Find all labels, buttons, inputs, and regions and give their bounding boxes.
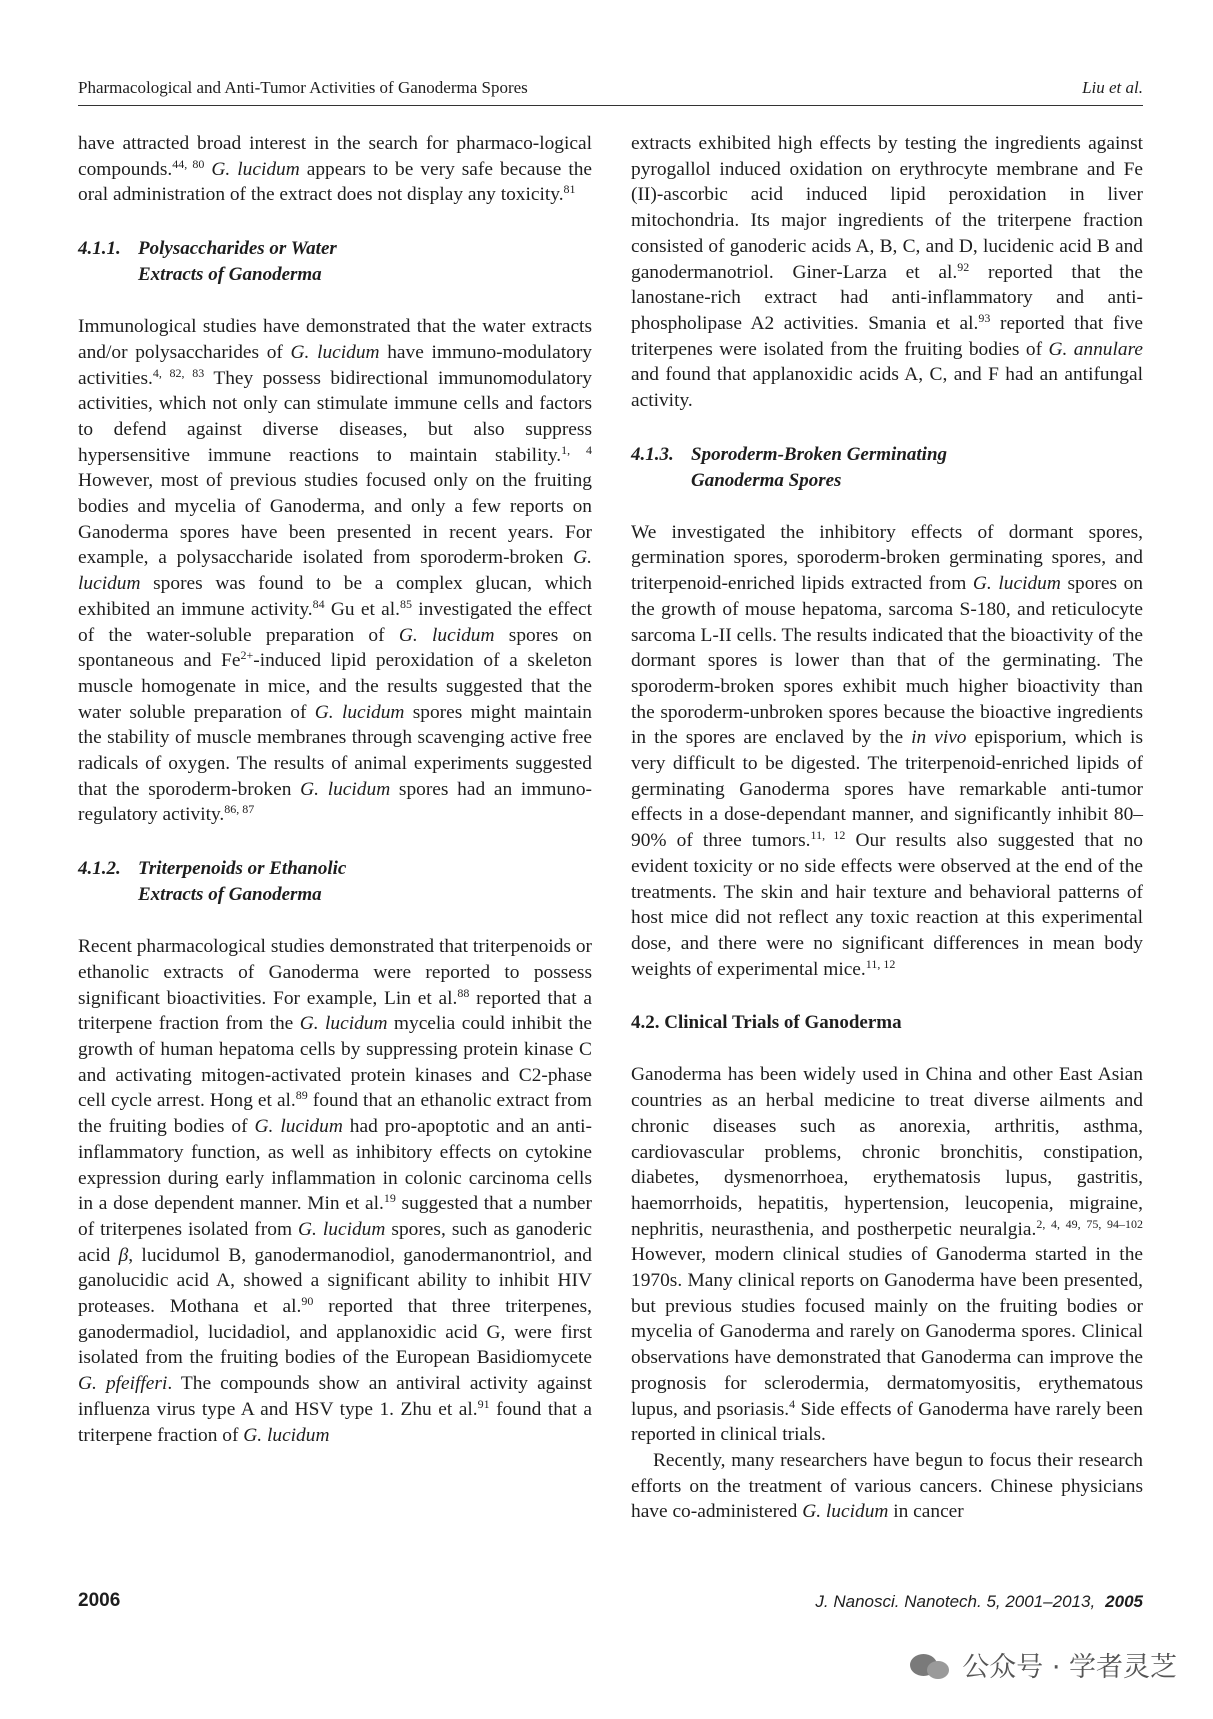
watermark <box>910 1645 1177 1684</box>
section-heading-4-2: 4.2. Clinical Trials of Ganoderma <box>631 1012 902 1034</box>
paragraph: have attracted broad interest in the search for pharmaco-logical compounds.$^{44, 80}$ G. lucidum appears to be very safe because the oral administration of the extract does not display any toxicity.$^{81}$ <box>78 133 593 206</box>
running-title: Pharmacological and Anti-Tumor Activities of Ganoderma Spores <box>78 78 528 97</box>
journal-citation: J. Nanosci. Nanotech. 5, 2001–2013, 2005 <box>815 1592 1143 1611</box>
paragraph: Ganoderma has been widely used in China and other East Asian countries as an herbal medicine to treat diverse ailments and chronic diseases such as anorexia, arthritis, asthma, cardiovascular problems, chronic bronchitis, constipation, diabetes, dysmenorrhoea, erythematosis lupus, gastritis, haemorrhoids, hepatitis, hypertension, leucopenia, migraine, nephritis, neurasthenia, and postherpetic neuralgia.$^{2, 4, 49, 75, 94-102}$ However, modern clinical studies of Ganoderma started in the 1970s. Many clinical reports on Ganoderma have been presented, but previous studies focused mainly on the fruiting bodies or mycelia of Ganoderma and rarely on Ganoderma spores. Clinical observations have demonstrated that Ganoderma can improve the prognosis for sclerodermia, dermatomyositis, erythematous lupus, and psoriasis.$^4$ Side effects of Ganoderma have rarely been reported in clinical trials. <box>631 1064 1143 1446</box>
section-heading-4-1-3: 4.1.3. Sporoderm-Broken Germinating Ganoderma Spores <box>631 443 948 491</box>
wechat-icon <box>910 1650 954 1680</box>
section-heading-4-1-2: 4.1.2. Triterpenoids or Ethanolic Extracts of Ganoderma <box>78 858 347 906</box>
paragraph: extracts exhibited high effects by testing the ingredients against pyrogallol induced oxidation on erythrocyte membrane and Fe (II)-ascorbic acid induced lipid peroxidation in liver mitochondria. Its major ingredients of the triterpene fraction consisted of ganoderic acids A, B, C, and D, lucidenic acid B and ganodermanotriol. Giner-Larza et al.$^{92}$ reported that the lanostane-rich extract had anti-inflammatory and anti-phospholipase A2 activities. Smania et al.$^{93}$ reported that five triterpenes were isolated from the fruiting bodies of G. annulare and found that applanoxidic acids A, C, and F had an antifungal activity. <box>631 133 1143 412</box>
paragraph: Recent pharmacological studies demonstrated that triterpenoids or ethanolic extracts of Ganoderma were reported to possess significant bioactivities. For example, Lin et al.$^{88}$ reported that a triterpene fraction from the G. lucidum mycelia could inhibit the growth of human hepatoma cells by suppressing protein kinase C and activating mitogen-activated protein kinases and C2-phase cell cycle arrest. Hong et al.$^{89}$ found that an ethanolic extract from the fruiting bodies of G. lucidum had pro-apoptotic and an anti-inflammatory function, as well as inhibitory effects on cytokine expression during early inflammation in colonic carcinoma cells in a dose dependent manner. Min et al.$^{19}$ suggested that a number of triterpenes isolated from G. lucidum spores, such as ganoderic acid β, lucidumol B, ganodermanodiol, ganodermanontriol, and ganolucidic acid A, showed a significant ability to inhibit HIV proteases. Mothana et al.$^{90}$ reported that three triterpenes, ganodermadiol, lucidadiol, and applanoxidic acid G, were first isolated from the fruiting bodies of the European Basidiomycete G. pfeifferi. The compounds show an antiviral activity against influenza virus type A and HSV type 1. Zhu et al.$^{91}$ found that a triterpene fraction of G. lucidum <box>78 936 593 1446</box>
paragraph: Recently, many researchers have begun to focus their research efforts on the treatment of various cancers. Chinese physicians have co-administered G. lucidum in cancer <box>631 1449 1143 1523</box>
right-column <box>631 131 1143 1525</box>
left-column <box>78 131 592 1448</box>
paragraph: Immunological studies have demonstrated that the water extracts and/or polysaccharides of G. lucidum have immuno-modulatory activities.$^{4, 82, 83}$ They possess bidirectional immunomodulatory activities, which not only can stimulate immune cells and factors to defend against diverse diseases, but also suppress hypersensitive immune reactions to maintain stability.$^{1, 4}$ However, most of previous studies focused only on the fruiting bodies and mycelia of Ganoderma, and only a few reports on Ganoderma spores have been presented in recent years. For example, a polysaccharide isolated from sporoderm-broken G. lucidum spores was found to be a complex glucan, which exhibited an immune activity.$^{84}$ Gu et al.$^{85}$ investigated the effect of the water-soluble preparation of G. lucidum spores on spontaneous and $Fe^{2+}$-induced lipid peroxidation of a skeleton muscle homogenate in mice, and the results suggested that the water soluble preparation of G. lucidum spores might maintain the stability of muscle membranes through scavenging active free radicals of oxygen. The results of animal experiments suggested that the sporoderm-broken G. lucidum spores had an immuno-regulatory activity.$^{86, 87}$ <box>78 316 593 826</box>
running-header <box>78 78 1143 106</box>
running-authors: Liu et al. <box>1082 78 1143 97</box>
section-heading-4-1-1: 4.1.1. Polysaccharides or Water Extracts of Ganoderma <box>78 238 337 286</box>
paragraph: We investigated the inhibitory effects of dormant spores, germination spores, sporoderm-broken germinating spores, and triterpenoid-enriched lipids extracted from G. lucidum spores on the growth of mouse hepatoma, sarcoma S-180, and reticulocyte sarcoma L-II cells. The results indicated that the bioactivity of the dormant spores is lower than that of the germinating. The sporoderm-broken spores exhibit much higher bioactivity than the sporoderm-unbroken spores because the bioactive ingredients in the spores are enclaved by the in vivo episporium, which is very difficult to be digested. The triterpenoid-enriched lipids of germinating Ganoderma spores have remarkable anti-tumor effects in a dose-dependant manner, and significantly inhibit 80–90% of three tumors.$^{11, 12}$ Our results also suggested that no evident toxicity or no side effects were observed at the end of the treatments. The skin and hair texture and behavioral patterns of host mice did not reflect any toxic reaction at this experimental dose, and there were no significant differences in mean body weights of experimental mice.$^{11, 12}$ <box>631 521 1144 980</box>
watermark-text: 公众号 · 学者灵芝 <box>962 1652 1177 1683</box>
page-number: 2006 <box>78 1590 121 1611</box>
